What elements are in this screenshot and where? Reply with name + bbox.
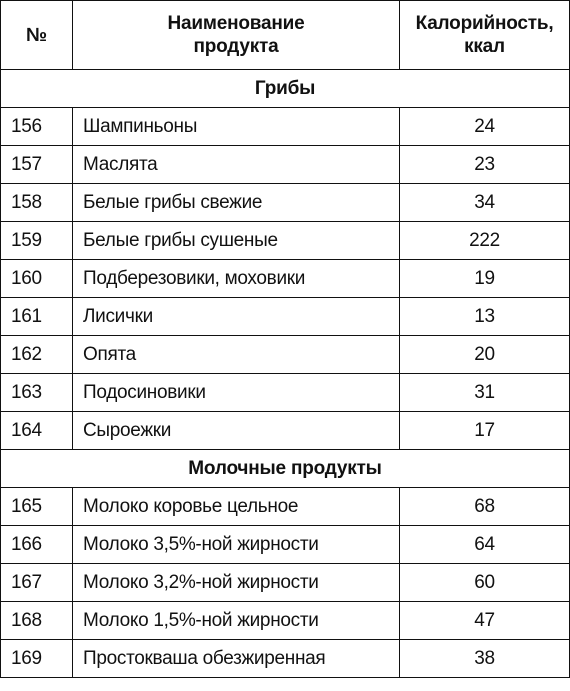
- cell-number: 158: [1, 184, 73, 222]
- cell-number: 163: [1, 374, 73, 412]
- column-header-kcal-line1: Калорийность,: [415, 13, 554, 34]
- table-row: [1, 184, 570, 222]
- cell-number: 166: [1, 526, 73, 564]
- table-row: [1, 108, 570, 146]
- column-header-number: [1, 1, 73, 70]
- table-row: [1, 336, 570, 374]
- table-row: [1, 260, 570, 298]
- cell-number: 164: [1, 412, 73, 450]
- column-header-kcal-line2: ккал: [464, 36, 505, 57]
- cell-product-name: Маслята: [73, 146, 400, 184]
- cell-product-name: Сыроежки: [73, 412, 400, 450]
- cell-kcal: 20: [400, 336, 570, 374]
- cell-kcal: 13: [400, 298, 570, 336]
- cell-product-name: Простокваша обезжиренная: [73, 640, 400, 678]
- cell-product-name: Опята: [73, 336, 400, 374]
- cell-kcal: 31: [400, 374, 570, 412]
- cell-kcal: 60: [400, 564, 570, 602]
- cell-number: 162: [1, 336, 73, 374]
- cell-number: 168: [1, 602, 73, 640]
- cell-product-name: Молоко 3,2%-ной жирности: [73, 564, 400, 602]
- table-row: [1, 146, 570, 184]
- cell-product-name: Шампиньоны: [73, 108, 400, 146]
- cell-kcal: 23: [400, 146, 570, 184]
- table-row: [1, 640, 570, 678]
- cell-product-name: Белые грибы сушеные: [73, 222, 400, 260]
- table-row: [1, 602, 570, 640]
- cell-product-name: Подберезовики, моховики: [73, 260, 400, 298]
- cell-kcal: 68: [400, 488, 570, 526]
- cell-product-name: Лисички: [73, 298, 400, 336]
- column-header-kcal: [400, 1, 570, 70]
- cell-product-name: Подосиновики: [73, 374, 400, 412]
- cell-kcal: 19: [400, 260, 570, 298]
- table-row: [1, 412, 570, 450]
- table-header-row: [1, 1, 570, 70]
- table-row: [1, 526, 570, 564]
- table-row: [1, 564, 570, 602]
- cell-product-name: Молоко 1,5%-ной жирности: [73, 602, 400, 640]
- table-body: [1, 70, 570, 678]
- section-title: Молочные продукты: [1, 450, 570, 488]
- table-row: [1, 222, 570, 260]
- section-title: Грибы: [1, 70, 570, 108]
- cell-kcal: 64: [400, 526, 570, 564]
- section-row-mushrooms: [1, 70, 570, 108]
- cell-number: 161: [1, 298, 73, 336]
- column-header-name-line1: Наименование: [167, 13, 305, 34]
- cell-number: 167: [1, 564, 73, 602]
- cell-kcal: 17: [400, 412, 570, 450]
- cell-number: 160: [1, 260, 73, 298]
- cell-product-name: Белые грибы свежие: [73, 184, 400, 222]
- table-row: [1, 298, 570, 336]
- cell-product-name: Молоко 3,5%-ной жирности: [73, 526, 400, 564]
- table-row: [1, 374, 570, 412]
- cell-kcal: 34: [400, 184, 570, 222]
- column-header-name: [73, 1, 400, 70]
- cell-number: 156: [1, 108, 73, 146]
- cell-number: 165: [1, 488, 73, 526]
- cell-number: 159: [1, 222, 73, 260]
- column-header-name-line2: продукта: [193, 36, 279, 57]
- table-row: [1, 488, 570, 526]
- column-header-number-text: №: [26, 24, 47, 46]
- cell-kcal: 24: [400, 108, 570, 146]
- cell-kcal: 38: [400, 640, 570, 678]
- cell-product-name: Молоко коровье цельное: [73, 488, 400, 526]
- cell-kcal: 222: [400, 222, 570, 260]
- cell-kcal: 47: [400, 602, 570, 640]
- section-row-dairy: [1, 450, 570, 488]
- cell-number: 157: [1, 146, 73, 184]
- cell-number: 169: [1, 640, 73, 678]
